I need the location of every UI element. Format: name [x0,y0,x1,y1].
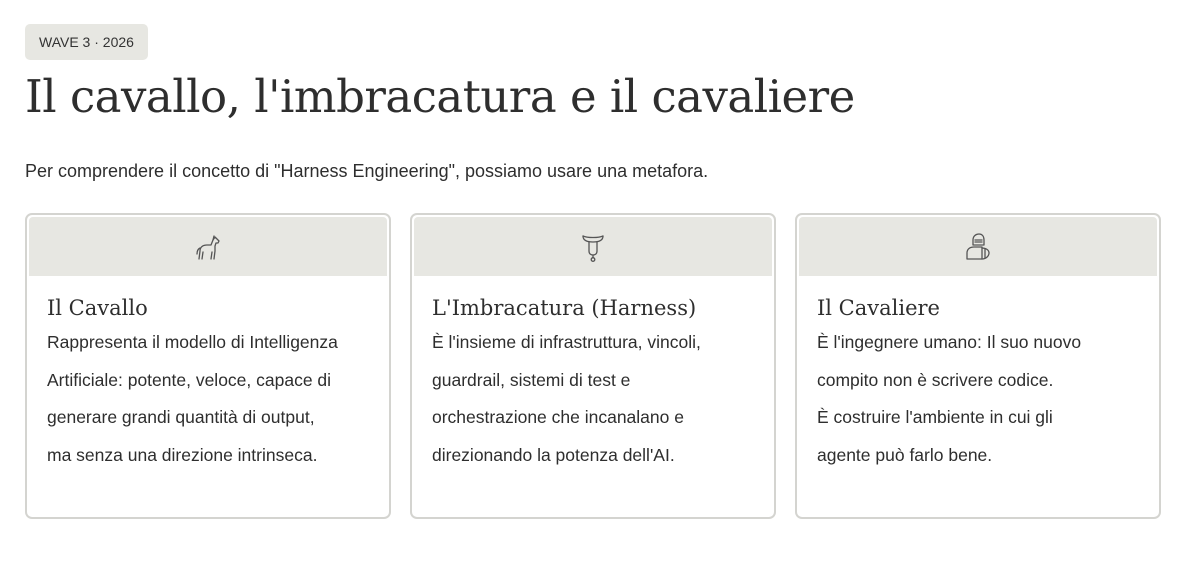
cards-row [25,213,1161,519]
wave-badge: WAVE 3 · 2026 [25,24,148,60]
card-header [414,217,772,276]
card-text: È l'ingegnere umano: Il suo nuovo compito non è scrivere codice. È costruire l'ambiente in cui gli agente può farlo bene. [817,332,1082,465]
card-horse [25,213,391,519]
card-title: L'Imbracatura (Harness) [432,296,697,320]
card-knight [795,213,1161,519]
page-title: Il cavallo, l'imbracatura e il cavaliere [25,70,855,123]
horse-icon [192,231,224,263]
card-text: È l'insieme di infrastruttura, vincoli, guardrail, sistemi di test e orchestrazione che incanalano e direzionando la potenza dell'AI. [432,332,701,465]
saddle-icon [577,231,609,263]
card-title: Il Cavaliere [817,296,940,320]
card-header [799,217,1157,276]
intro-text: Per comprendere il concetto di "Harness Engineering", possiamo usare una metafora. [25,161,709,181]
card-title: Il Cavallo [47,296,148,320]
card-harness [410,213,776,519]
knight-icon [962,231,994,263]
card-text: Rappresenta il modello di Intelligenza Artificiale: potente, veloce, capace di generare grandi quantità di output, ma senza una direzione intrinseca. [47,332,338,465]
card-header [29,217,387,276]
